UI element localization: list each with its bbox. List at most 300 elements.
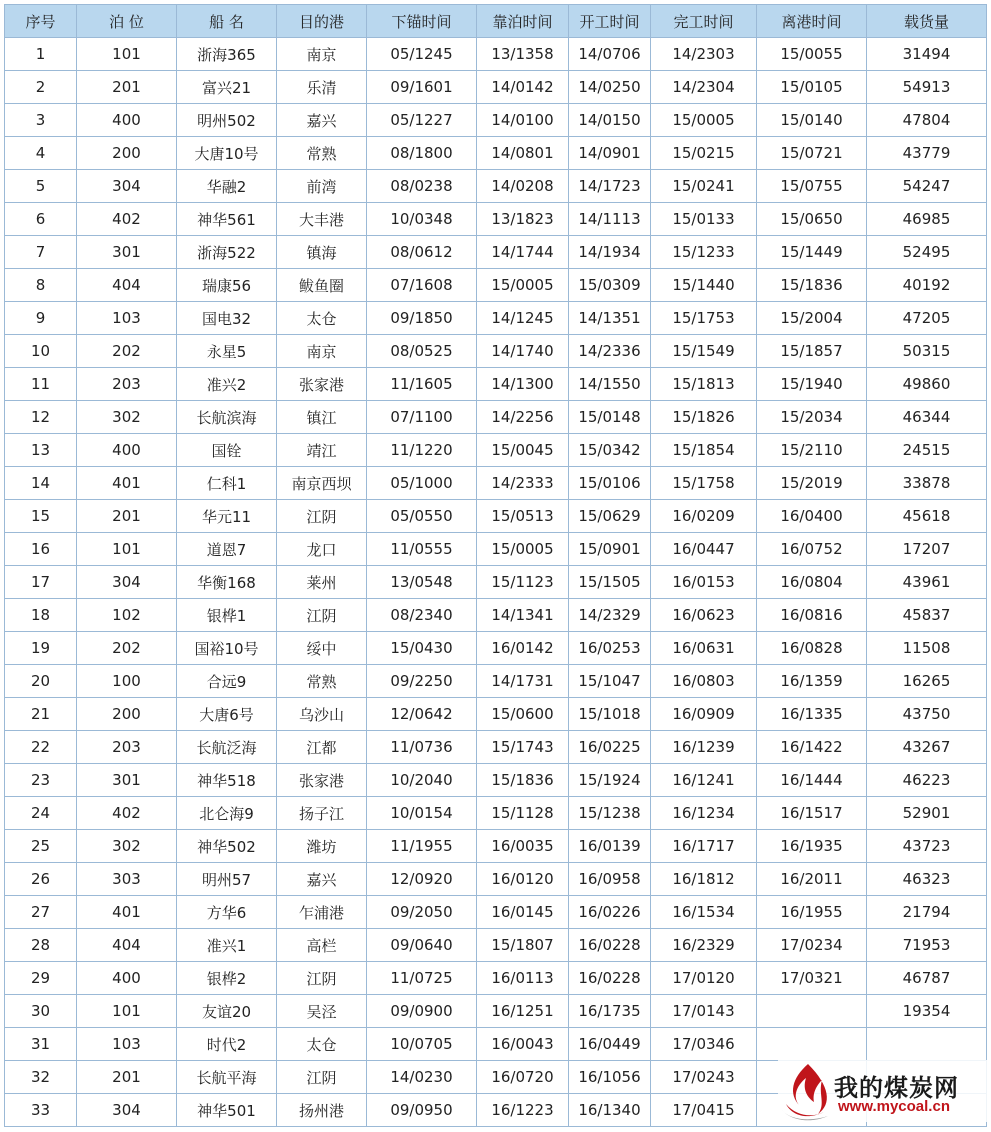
table-cell: 07/1608 [367, 269, 477, 302]
table-cell: 301 [77, 236, 177, 269]
table-cell: 1 [5, 38, 77, 71]
table-row [5, 368, 987, 401]
table-cell: 54913 [867, 71, 987, 104]
table-cell: 15/1505 [569, 566, 651, 599]
table-cell: 16/0142 [477, 632, 569, 665]
table-cell: 16/1335 [757, 698, 867, 731]
table-cell: 15/0600 [477, 698, 569, 731]
table-cell: 101 [77, 995, 177, 1028]
table-cell: 明州57 [177, 863, 277, 896]
table-cell: 江都 [277, 731, 367, 764]
table-cell: 16/1717 [651, 830, 757, 863]
table-row [5, 335, 987, 368]
table-cell: 16/1955 [757, 896, 867, 929]
table-cell: 16/0720 [477, 1061, 569, 1094]
table-cell: 常熟 [277, 137, 367, 170]
table-cell: 28 [5, 929, 77, 962]
table-cell: 14/1341 [477, 599, 569, 632]
table-cell: 15/1826 [651, 401, 757, 434]
table-cell: 18 [5, 599, 77, 632]
table-cell: 16/1534 [651, 896, 757, 929]
table-cell: 19 [5, 632, 77, 665]
table-cell: 华融2 [177, 170, 277, 203]
table-cell: 15/2034 [757, 401, 867, 434]
table-cell: 14/2333 [477, 467, 569, 500]
table-cell: 11/0555 [367, 533, 477, 566]
table-cell: 15/0106 [569, 467, 651, 500]
table-cell: 13/0548 [367, 566, 477, 599]
table-cell: 扬子江 [277, 797, 367, 830]
table-cell: 国电32 [177, 302, 277, 335]
table-cell: 时代2 [177, 1028, 277, 1061]
table-cell: 45618 [867, 500, 987, 533]
column-header: 完工时间 [651, 5, 757, 38]
table-cell: 16/1935 [757, 830, 867, 863]
table-cell: 08/1800 [367, 137, 477, 170]
table-row [5, 599, 987, 632]
table-cell: 9 [5, 302, 77, 335]
table-cell: 11/0725 [367, 962, 477, 995]
table-cell: 乌沙山 [277, 698, 367, 731]
table-cell: 101 [77, 38, 177, 71]
table-cell: 31494 [867, 38, 987, 71]
table-cell: 46323 [867, 863, 987, 896]
table-cell: 16/1359 [757, 665, 867, 698]
table-cell: 7 [5, 236, 77, 269]
table-cell: 银桦2 [177, 962, 277, 995]
table-cell: 11508 [867, 632, 987, 665]
table-cell: 16/1251 [477, 995, 569, 1028]
table-cell: 10/0348 [367, 203, 477, 236]
table-cell: 11 [5, 368, 77, 401]
table-cell: 16/0804 [757, 566, 867, 599]
table-cell: 15/1128 [477, 797, 569, 830]
column-header: 下锚时间 [367, 5, 477, 38]
table-cell: 15/0629 [569, 500, 651, 533]
table-cell: 301 [77, 764, 177, 797]
table-cell: 神华501 [177, 1094, 277, 1127]
table-row [5, 1028, 987, 1061]
table-cell: 15/1018 [569, 698, 651, 731]
table-row [5, 38, 987, 71]
table-cell: 33 [5, 1094, 77, 1127]
table-cell: 江阴 [277, 599, 367, 632]
table-cell: 15/1753 [651, 302, 757, 335]
table-cell: 大唐6号 [177, 698, 277, 731]
table-cell: 16/1241 [651, 764, 757, 797]
table-cell: 16/1056 [569, 1061, 651, 1094]
table-cell: 富兴21 [177, 71, 277, 104]
table-cell: 16/0828 [757, 632, 867, 665]
table-cell: 05/0550 [367, 500, 477, 533]
table-cell: 26 [5, 863, 77, 896]
table-cell: 道恩7 [177, 533, 277, 566]
table-cell: 14/1934 [569, 236, 651, 269]
table-cell: 202 [77, 632, 177, 665]
table-cell: 准兴1 [177, 929, 277, 962]
table-cell: 17/0321 [757, 962, 867, 995]
table-cell: 16/0803 [651, 665, 757, 698]
table-cell: 24 [5, 797, 77, 830]
table-cell: 15/0309 [569, 269, 651, 302]
table-cell: 16/0113 [477, 962, 569, 995]
table-cell: 54247 [867, 170, 987, 203]
table-cell: 17/0120 [651, 962, 757, 995]
table-cell: 方华6 [177, 896, 277, 929]
table-row [5, 170, 987, 203]
table-cell: 200 [77, 698, 177, 731]
table-cell: 16/0253 [569, 632, 651, 665]
table-cell: 304 [77, 566, 177, 599]
table-cell: 401 [77, 896, 177, 929]
table-cell: 16265 [867, 665, 987, 698]
table-cell: 15/2004 [757, 302, 867, 335]
table-cell: 16/1444 [757, 764, 867, 797]
table-row [5, 203, 987, 236]
table-cell: 12/0920 [367, 863, 477, 896]
table-cell: 11/1955 [367, 830, 477, 863]
table-row [5, 896, 987, 929]
table-cell [867, 1028, 987, 1061]
table-cell: 15/0055 [757, 38, 867, 71]
table-row [5, 698, 987, 731]
table-cell: 16/0228 [569, 962, 651, 995]
table-cell: 16/0909 [651, 698, 757, 731]
table-cell: 46223 [867, 764, 987, 797]
table-cell: 43961 [867, 566, 987, 599]
table-cell: 浙海365 [177, 38, 277, 71]
table-cell: 瑞康56 [177, 269, 277, 302]
table-cell: 17/0346 [651, 1028, 757, 1061]
column-header: 序号 [5, 5, 77, 38]
table-cell: 华衡168 [177, 566, 277, 599]
table-cell: 南京西坝 [277, 467, 367, 500]
table-cell: 15/2019 [757, 467, 867, 500]
table-cell: 15/0005 [477, 533, 569, 566]
table-cell: 2 [5, 71, 77, 104]
table-cell: 8 [5, 269, 77, 302]
mycoal-watermark [778, 1060, 988, 1122]
table-cell: 31 [5, 1028, 77, 1061]
table-row [5, 467, 987, 500]
table-cell: 15/1854 [651, 434, 757, 467]
table-row [5, 533, 987, 566]
table-cell: 21 [5, 698, 77, 731]
table-cell: 15/0105 [757, 71, 867, 104]
table-cell: 400 [77, 962, 177, 995]
table-cell: 14/0208 [477, 170, 569, 203]
table-cell: 203 [77, 368, 177, 401]
table-cell: 14/2304 [651, 71, 757, 104]
table-cell: 45837 [867, 599, 987, 632]
column-header: 离港时间 [757, 5, 867, 38]
table-cell: 乍浦港 [277, 896, 367, 929]
table-cell: 张家港 [277, 368, 367, 401]
table-cell: 15/1233 [651, 236, 757, 269]
flame-logo-icon [778, 1060, 834, 1122]
table-cell: 莱州 [277, 566, 367, 599]
table-cell: 绥中 [277, 632, 367, 665]
header-row [5, 5, 987, 38]
table-cell: 17 [5, 566, 77, 599]
table-cell: 11/1605 [367, 368, 477, 401]
table-cell: 龙口 [277, 533, 367, 566]
table-cell: 国裕10号 [177, 632, 277, 665]
table-cell: 长航滨海 [177, 401, 277, 434]
table-cell: 16/0139 [569, 830, 651, 863]
table-cell: 15/1123 [477, 566, 569, 599]
table-cell: 16/0752 [757, 533, 867, 566]
table-cell: 15/0133 [651, 203, 757, 236]
table-cell: 32 [5, 1061, 77, 1094]
table-cell: 15/0755 [757, 170, 867, 203]
table-cell: 14/1744 [477, 236, 569, 269]
table-cell: 08/2340 [367, 599, 477, 632]
table-cell: 15/1807 [477, 929, 569, 962]
table-cell: 13/1823 [477, 203, 569, 236]
table-cell: 15/0148 [569, 401, 651, 434]
table-cell: 16/1735 [569, 995, 651, 1028]
table-cell: 12 [5, 401, 77, 434]
table-cell: 14/2329 [569, 599, 651, 632]
table-cell: 43723 [867, 830, 987, 863]
table-cell: 14/0801 [477, 137, 569, 170]
table-cell: 14/0901 [569, 137, 651, 170]
table-cell: 仁科1 [177, 467, 277, 500]
table-cell: 南京 [277, 335, 367, 368]
table-cell: 40192 [867, 269, 987, 302]
table-row [5, 71, 987, 104]
table-cell: 15/1924 [569, 764, 651, 797]
table-cell: 16/0035 [477, 830, 569, 863]
table-cell: 12/0642 [367, 698, 477, 731]
table-cell [757, 995, 867, 1028]
table-cell: 15/1836 [477, 764, 569, 797]
table-cell: 46787 [867, 962, 987, 995]
table-row [5, 731, 987, 764]
table-cell: 11/0736 [367, 731, 477, 764]
table-cell: 3 [5, 104, 77, 137]
column-header: 载货量 [867, 5, 987, 38]
table-cell: 15/0901 [569, 533, 651, 566]
table-cell: 09/1850 [367, 302, 477, 335]
table-cell: 15 [5, 500, 77, 533]
table-cell: 常熟 [277, 665, 367, 698]
table-cell: 15/0215 [651, 137, 757, 170]
table-cell: 09/2050 [367, 896, 477, 929]
table-cell: 11/1220 [367, 434, 477, 467]
table-cell: 203 [77, 731, 177, 764]
table-cell: 15/0342 [569, 434, 651, 467]
table-cell: 14/1723 [569, 170, 651, 203]
ship-schedule-table [4, 4, 987, 1127]
table-cell: 402 [77, 203, 177, 236]
table-cell: 17207 [867, 533, 987, 566]
table-cell: 准兴2 [177, 368, 277, 401]
table-cell: 10/2040 [367, 764, 477, 797]
table-cell: 400 [77, 104, 177, 137]
table-cell: 14/0250 [569, 71, 651, 104]
table-cell: 乐清 [277, 71, 367, 104]
table-cell: 16/0631 [651, 632, 757, 665]
table-cell: 47205 [867, 302, 987, 335]
watermark-url: www.mycoal.cn [838, 1098, 950, 1115]
table-cell [757, 1028, 867, 1061]
table-cell: 202 [77, 335, 177, 368]
table-row [5, 566, 987, 599]
table-cell: 400 [77, 434, 177, 467]
table-cell: 明州502 [177, 104, 277, 137]
table-cell: 103 [77, 1028, 177, 1061]
table-cell: 49860 [867, 368, 987, 401]
table-cell: 15/2110 [757, 434, 867, 467]
table-cell: 长航泛海 [177, 731, 277, 764]
table-cell: 16/1234 [651, 797, 757, 830]
table-cell: 15/1743 [477, 731, 569, 764]
table-cell: 52901 [867, 797, 987, 830]
table-cell: 江阴 [277, 962, 367, 995]
table-cell: 16/0209 [651, 500, 757, 533]
table-row [5, 962, 987, 995]
table-row [5, 830, 987, 863]
table-cell: 神华518 [177, 764, 277, 797]
table-cell: 10/0705 [367, 1028, 477, 1061]
table-cell: 15/1857 [757, 335, 867, 368]
table-cell: 16/0153 [651, 566, 757, 599]
table-cell: 43779 [867, 137, 987, 170]
table-cell: 13 [5, 434, 77, 467]
table-cell: 47804 [867, 104, 987, 137]
table-cell: 14/2336 [569, 335, 651, 368]
table-cell: 长航平海 [177, 1061, 277, 1094]
table-cell: 14/0150 [569, 104, 651, 137]
table-row [5, 632, 987, 665]
table-cell: 14 [5, 467, 77, 500]
table-cell: 14/1113 [569, 203, 651, 236]
table-cell: 17/0415 [651, 1094, 757, 1127]
column-header: 泊 位 [77, 5, 177, 38]
table-cell: 103 [77, 302, 177, 335]
table-cell: 浙海522 [177, 236, 277, 269]
table-cell: 19354 [867, 995, 987, 1028]
table-cell: 嘉兴 [277, 104, 367, 137]
table-cell: 15/1836 [757, 269, 867, 302]
table-cell: 张家港 [277, 764, 367, 797]
table-cell: 永星5 [177, 335, 277, 368]
table-cell: 4 [5, 137, 77, 170]
table-cell: 29 [5, 962, 77, 995]
table-row [5, 500, 987, 533]
table-cell: 20 [5, 665, 77, 698]
column-header: 船 名 [177, 5, 277, 38]
table-cell: 201 [77, 71, 177, 104]
table-cell: 16/0043 [477, 1028, 569, 1061]
table-cell: 52495 [867, 236, 987, 269]
table-cell: 302 [77, 401, 177, 434]
table-cell: 43267 [867, 731, 987, 764]
table-cell: 15/1940 [757, 368, 867, 401]
table-cell: 17/0243 [651, 1061, 757, 1094]
table-cell: 46344 [867, 401, 987, 434]
table-cell: 05/1000 [367, 467, 477, 500]
table-cell: 15/0045 [477, 434, 569, 467]
table-cell: 07/1100 [367, 401, 477, 434]
table-cell: 14/0142 [477, 71, 569, 104]
table-cell: 北仑海9 [177, 797, 277, 830]
table-cell: 14/1300 [477, 368, 569, 401]
table-row [5, 995, 987, 1028]
table-cell: 14/0100 [477, 104, 569, 137]
table-cell: 合远9 [177, 665, 277, 698]
table-cell: 09/2250 [367, 665, 477, 698]
table-row [5, 104, 987, 137]
table-cell: 扬州港 [277, 1094, 367, 1127]
table-cell: 15/1549 [651, 335, 757, 368]
table-cell: 24515 [867, 434, 987, 467]
table-cell: 10/0154 [367, 797, 477, 830]
table-cell: 16/0228 [569, 929, 651, 962]
table-cell: 太仓 [277, 1028, 367, 1061]
table-cell: 16/0447 [651, 533, 757, 566]
table-cell: 14/1245 [477, 302, 569, 335]
table-cell: 15/1813 [651, 368, 757, 401]
table-cell: 15/1758 [651, 467, 757, 500]
table-cell: 101 [77, 533, 177, 566]
table-cell: 201 [77, 500, 177, 533]
table-row [5, 665, 987, 698]
table-cell: 国铨 [177, 434, 277, 467]
table-cell: 14/1351 [569, 302, 651, 335]
table-cell: 16/1812 [651, 863, 757, 896]
table-cell: 华元11 [177, 500, 277, 533]
table-cell: 16/0623 [651, 599, 757, 632]
table-cell: 15/1047 [569, 665, 651, 698]
table-cell: 33878 [867, 467, 987, 500]
table-cell: 402 [77, 797, 177, 830]
table-cell: 靖江 [277, 434, 367, 467]
table-cell: 16/0449 [569, 1028, 651, 1061]
table-cell: 15/0140 [757, 104, 867, 137]
table-cell: 50315 [867, 335, 987, 368]
table-cell: 16/1223 [477, 1094, 569, 1127]
table-cell: 15/0721 [757, 137, 867, 170]
table-cell: 15/0241 [651, 170, 757, 203]
table-row [5, 863, 987, 896]
table-cell: 14/1740 [477, 335, 569, 368]
table-cell: 17/0234 [757, 929, 867, 962]
table-cell: 71953 [867, 929, 987, 962]
table-cell: 16/0958 [569, 863, 651, 896]
table-cell: 13/1358 [477, 38, 569, 71]
table-cell: 22 [5, 731, 77, 764]
table-row [5, 797, 987, 830]
table-cell: 304 [77, 1094, 177, 1127]
table-cell: 15/1440 [651, 269, 757, 302]
table-cell: 404 [77, 929, 177, 962]
table-cell: 21794 [867, 896, 987, 929]
table-row [5, 302, 987, 335]
table-cell: 潍坊 [277, 830, 367, 863]
table-cell: 102 [77, 599, 177, 632]
table-row [5, 764, 987, 797]
table-cell: 镇江 [277, 401, 367, 434]
table-cell: 银桦1 [177, 599, 277, 632]
table-cell: 15/0513 [477, 500, 569, 533]
table-cell: 大唐10号 [177, 137, 277, 170]
column-header: 开工时间 [569, 5, 651, 38]
table-cell: 100 [77, 665, 177, 698]
table-cell: 303 [77, 863, 177, 896]
